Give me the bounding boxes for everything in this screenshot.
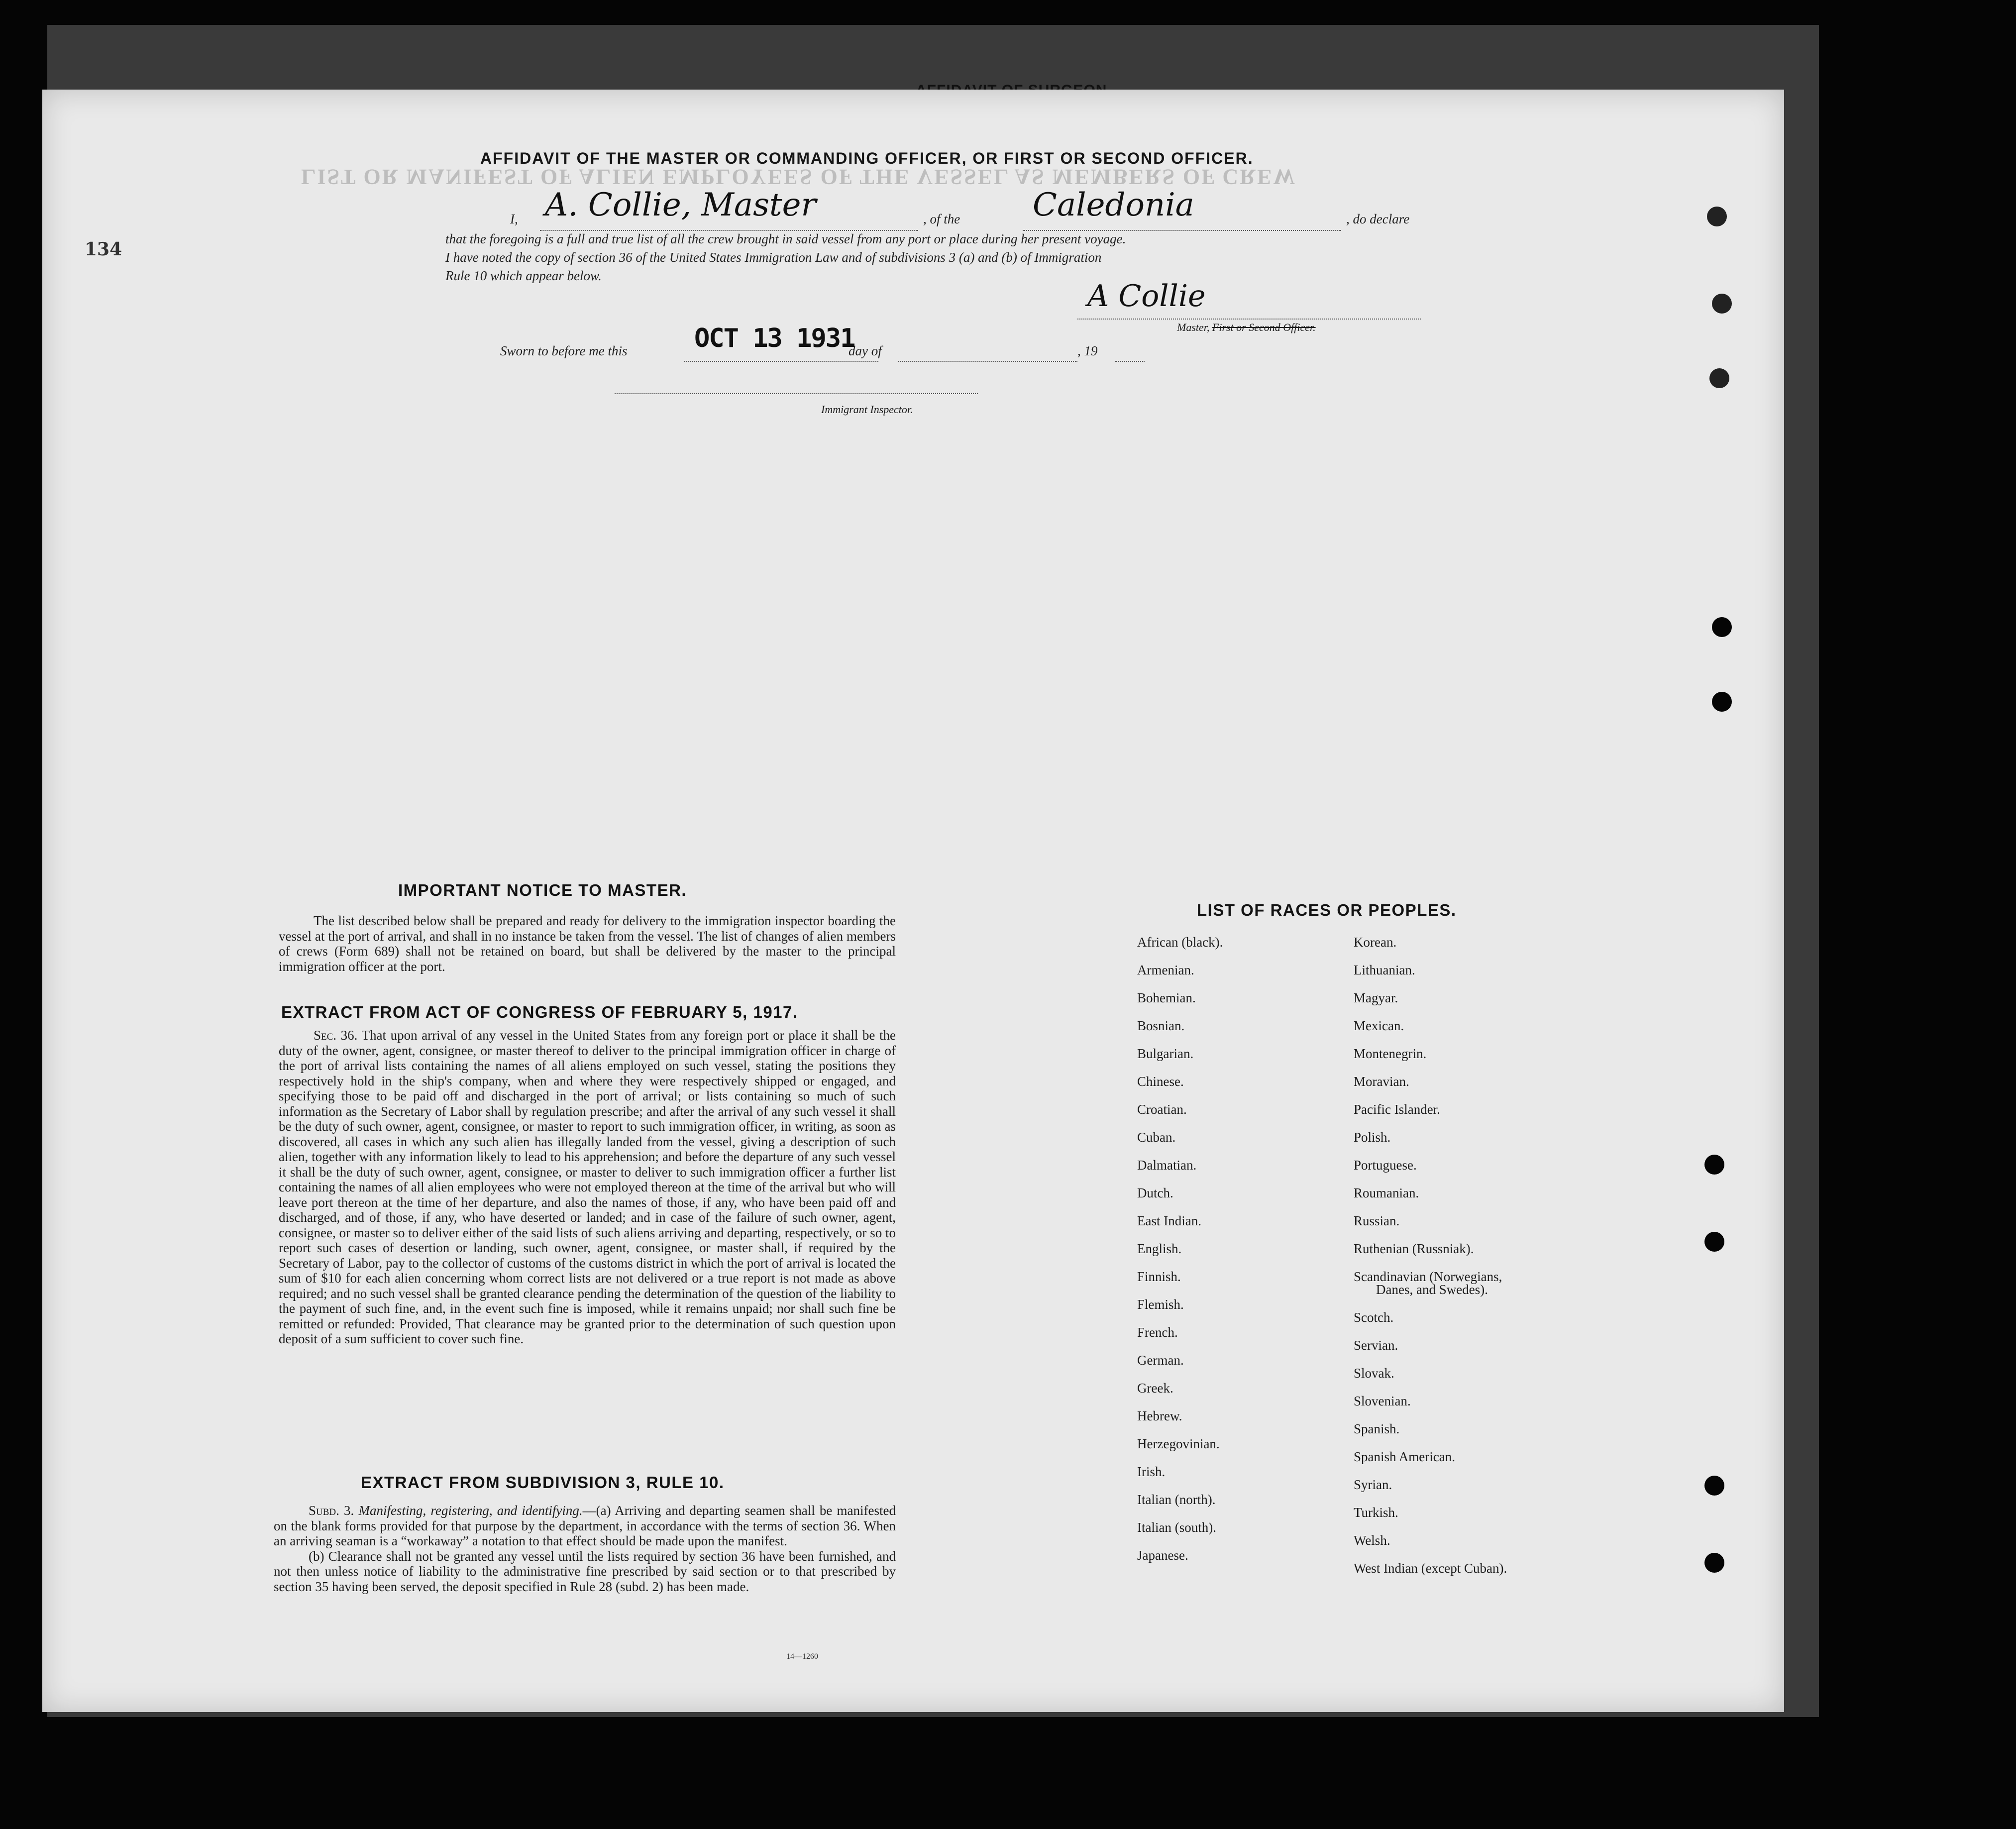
affidavit-line-4: Rule 10 which appear below. bbox=[445, 268, 602, 283]
race-item: Greek. bbox=[1137, 1381, 1173, 1396]
subdivision-body bbox=[274, 1503, 896, 1594]
act-section-text: That upon arrival of any vessel in the United States from any foreign port or place it shall be the duty of the owner, agent, consignee, or master thereof to deliver to the principal immigration officer in charge of the port of arrival lists containing the names of all aliens employed on such vessel, stating the positions they respectively hold in the ship's company, when and where they were respectively shipped or engaged, and specifying those to be paid off and discharged in the port of arrival; or lists containing so much of such information as the Secretary of Labor shall by regulation prescribe; and after the arrival of any such vessel it shall be the duty of such owner, agent, consignee, or master to report to such immigration officer, in writing, as soon as discovered, all cases in which any such alien has illegally landed from the vessel, giving a description of such alien, together with any information likely to lead to his apprehension; and before the departure of any such vessel it shall be the duty of such owner, agent, consignee, or master to deliver to such immigration officer a further list containing the names of all alien employees who were not employed thereon at the time of the arrival but who will leave port thereon at the time of her departure, and also the names of those, if any, who have been paid off and discharged, and of those, if any, who have deserted or landed; and in case of the failure of such owner, agent, consignee, or master so to deliver either of the said lists of such aliens arriving and departing, respectively, or so to report such cases of desertion or landing, such owner, agent, consignee, or master shall, if required by the Secretary of Labor, pay to the collector of customs of the customs district in which the port of arrival is located the sum of $10 for each alien concerning whom correct lists are not delivered or a true report is not made as above required; and no such vessel shall be granted clearance pending the determination of the question of the liability to the payment of such fine, and, in the event such fine is imposed, while it remains unpaid; nor shall such fine be remitted or refunded: Provided, That clearance may be granted prior to the determination of such question upon deposit of a sum sufficient to cover such fine. bbox=[279, 1028, 896, 1346]
i-label: I, bbox=[510, 212, 518, 226]
master-name-handwritten: A. Collie, Master bbox=[545, 187, 817, 223]
race-item: Armenian. bbox=[1137, 963, 1194, 977]
race-item: Danes, and Swedes). bbox=[1376, 1282, 1488, 1297]
races-title: LIST OF RACES OR PEOPLES. bbox=[1197, 901, 1457, 919]
race-item: Herzegovinian. bbox=[1137, 1436, 1220, 1451]
race-item: Montenegrin. bbox=[1354, 1046, 1427, 1061]
race-item: African (black). bbox=[1137, 935, 1223, 950]
subdivision-title: EXTRACT FROM SUBDIVISION 3, RULE 10. bbox=[361, 1473, 725, 1492]
race-item: Japanese. bbox=[1137, 1548, 1188, 1563]
race-item: German. bbox=[1137, 1353, 1184, 1368]
race-item: Finnish. bbox=[1137, 1269, 1181, 1284]
notice-paragraph: The list described below shall be prepared and ready for delivery to the immigration inspector boarding the vessel at the port of arrival, and shall in no instance be taken from the vessel. The list of changes of alien members of crews (Form 689) shall not be retained on board, but shall be delivered by the master to the principal immigration officer at the port. bbox=[279, 913, 896, 974]
race-item: Bosnian. bbox=[1137, 1018, 1185, 1033]
affidavit-line-2: that the foregoing is a full and true list of all the crew brought in said vessel from any port or place during her present voyage. bbox=[445, 231, 1126, 246]
year-label: , 19 bbox=[1077, 343, 1098, 358]
race-item: Irish. bbox=[1137, 1464, 1166, 1479]
race-item: Portuguese. bbox=[1354, 1158, 1417, 1173]
race-item: Ruthenian (Russniak). bbox=[1354, 1241, 1474, 1256]
race-item: Cuban. bbox=[1137, 1130, 1176, 1145]
race-item: Bulgarian. bbox=[1137, 1046, 1194, 1061]
act-body bbox=[279, 1028, 896, 1347]
signature-caption bbox=[1177, 321, 1316, 334]
race-item: Spanish. bbox=[1354, 1421, 1400, 1436]
master-signature: A Collie bbox=[1087, 279, 1206, 314]
act-section-label: Sec. 36. bbox=[314, 1028, 358, 1043]
affidavit-line-3: I have noted the copy of section 36 of the United States Immigration Law and of subdivisions 3 (a) and (b) of Immigration bbox=[445, 250, 1102, 265]
race-item: Mexican. bbox=[1354, 1018, 1404, 1033]
punch-hole bbox=[1704, 1476, 1724, 1496]
punch-hole bbox=[1704, 1232, 1724, 1252]
document-page bbox=[42, 90, 1784, 1712]
race-item: Dutch. bbox=[1137, 1185, 1173, 1200]
race-item: Spanish American. bbox=[1354, 1449, 1455, 1464]
subd-label: Subd. 3. bbox=[309, 1503, 354, 1518]
race-item: Moravian. bbox=[1354, 1074, 1409, 1089]
race-item: Italian (north). bbox=[1137, 1492, 1216, 1507]
race-item: Welsh. bbox=[1354, 1533, 1390, 1548]
race-item: Italian (south). bbox=[1137, 1520, 1216, 1535]
caption-master: Master, bbox=[1177, 321, 1212, 333]
subd-heading: Manifesting, registering, and identifying. bbox=[358, 1503, 583, 1518]
form-code: 14—1260 bbox=[786, 1652, 818, 1661]
notice-body bbox=[279, 913, 896, 974]
punch-hole bbox=[1712, 294, 1732, 314]
race-item: Hebrew. bbox=[1137, 1408, 1182, 1423]
races-left-column bbox=[1137, 928, 1223, 1569]
race-item: English. bbox=[1137, 1241, 1182, 1256]
caption-struck-officer: First or Second Officer. bbox=[1212, 321, 1316, 333]
race-item: French. bbox=[1137, 1325, 1178, 1340]
subd-para-b: (b) Clearance shall not be granted any vessel until the lists required by section 36 have been furnished, and not then unless notice of liability to the administrative fine prescribed by said section or to that prescribed by section 35 having been served, the deposit specified in Rule 28 (subd. 2) has been made. bbox=[274, 1548, 896, 1594]
race-item: Roumanian. bbox=[1354, 1185, 1419, 1200]
act-title: EXTRACT FROM ACT OF CONGRESS OF FEBRUARY 5, 1917. bbox=[281, 1003, 798, 1021]
race-item: Polish. bbox=[1354, 1130, 1391, 1145]
affidavit-title: AFFIDAVIT OF THE MASTER OR COMMANDING OFFICER, OR FIRST OR SECOND OFFICER. bbox=[480, 149, 1254, 167]
race-item: Bohemian. bbox=[1137, 990, 1196, 1005]
name-line bbox=[540, 230, 918, 231]
race-item: Syrian. bbox=[1354, 1477, 1392, 1492]
day-of-label: day of bbox=[849, 343, 882, 358]
race-item: Turkish. bbox=[1354, 1505, 1398, 1520]
subd-para-a: —(a) Arriving and departing seamen shall be manifested on the blank forms provided for that purpose by the department, in accordance with the terms of section 36. When an arriving seaman is a “workaway” a notation to that effect should be made upon the manifest. bbox=[274, 1503, 896, 1548]
race-item: Flemish. bbox=[1137, 1297, 1184, 1312]
races-right-column bbox=[1354, 928, 1507, 1582]
race-item: Russian. bbox=[1354, 1213, 1400, 1228]
notice-title: IMPORTANT NOTICE TO MASTER. bbox=[398, 881, 687, 899]
punch-hole bbox=[1704, 1553, 1724, 1573]
race-item: Slovenian. bbox=[1354, 1394, 1411, 1408]
race-item: Magyar. bbox=[1354, 990, 1398, 1005]
race-item: Scandinavian (Norwegians, bbox=[1354, 1269, 1502, 1284]
race-item: Pacific Islander. bbox=[1354, 1102, 1440, 1117]
race-item: East Indian. bbox=[1137, 1213, 1201, 1228]
ghost-header: LIST OR MANIFEST OF ALIEN EMPLOYEES OF THE VESSEL AS MEMBERS OF CREW bbox=[301, 165, 1297, 189]
year-line bbox=[1115, 361, 1145, 362]
race-item: Dalmatian. bbox=[1137, 1158, 1197, 1173]
inspector-label: Immigrant Inspector. bbox=[821, 403, 913, 416]
punch-hole bbox=[1707, 207, 1727, 226]
inspector-line bbox=[615, 393, 978, 394]
race-item: Croatian. bbox=[1137, 1102, 1187, 1117]
signature-line bbox=[1077, 319, 1421, 320]
margin-number: 134 bbox=[85, 239, 122, 260]
punch-hole bbox=[1709, 368, 1729, 388]
punch-hole bbox=[1712, 692, 1732, 712]
punch-hole bbox=[1712, 617, 1732, 637]
race-item: Slovak. bbox=[1354, 1366, 1394, 1381]
date-stamp: OCT 13 1931 bbox=[694, 323, 855, 353]
of-the-label: , of the bbox=[923, 212, 960, 226]
do-declare-label: , do declare bbox=[1346, 212, 1410, 226]
vessel-line bbox=[1023, 230, 1341, 231]
sworn-label: Sworn to before me this bbox=[500, 343, 628, 358]
race-item: West Indian (except Cuban). bbox=[1354, 1561, 1507, 1576]
vessel-name-handwritten: Caledonia bbox=[1033, 187, 1194, 223]
race-item: Servian. bbox=[1354, 1338, 1398, 1353]
month-line bbox=[898, 361, 1077, 362]
race-item: Scotch. bbox=[1354, 1310, 1394, 1325]
race-item: Korean. bbox=[1354, 935, 1397, 950]
race-item: Lithuanian. bbox=[1354, 963, 1415, 977]
punch-hole bbox=[1704, 1155, 1724, 1175]
sworn-day-line bbox=[684, 361, 878, 362]
race-item: Chinese. bbox=[1137, 1074, 1184, 1089]
